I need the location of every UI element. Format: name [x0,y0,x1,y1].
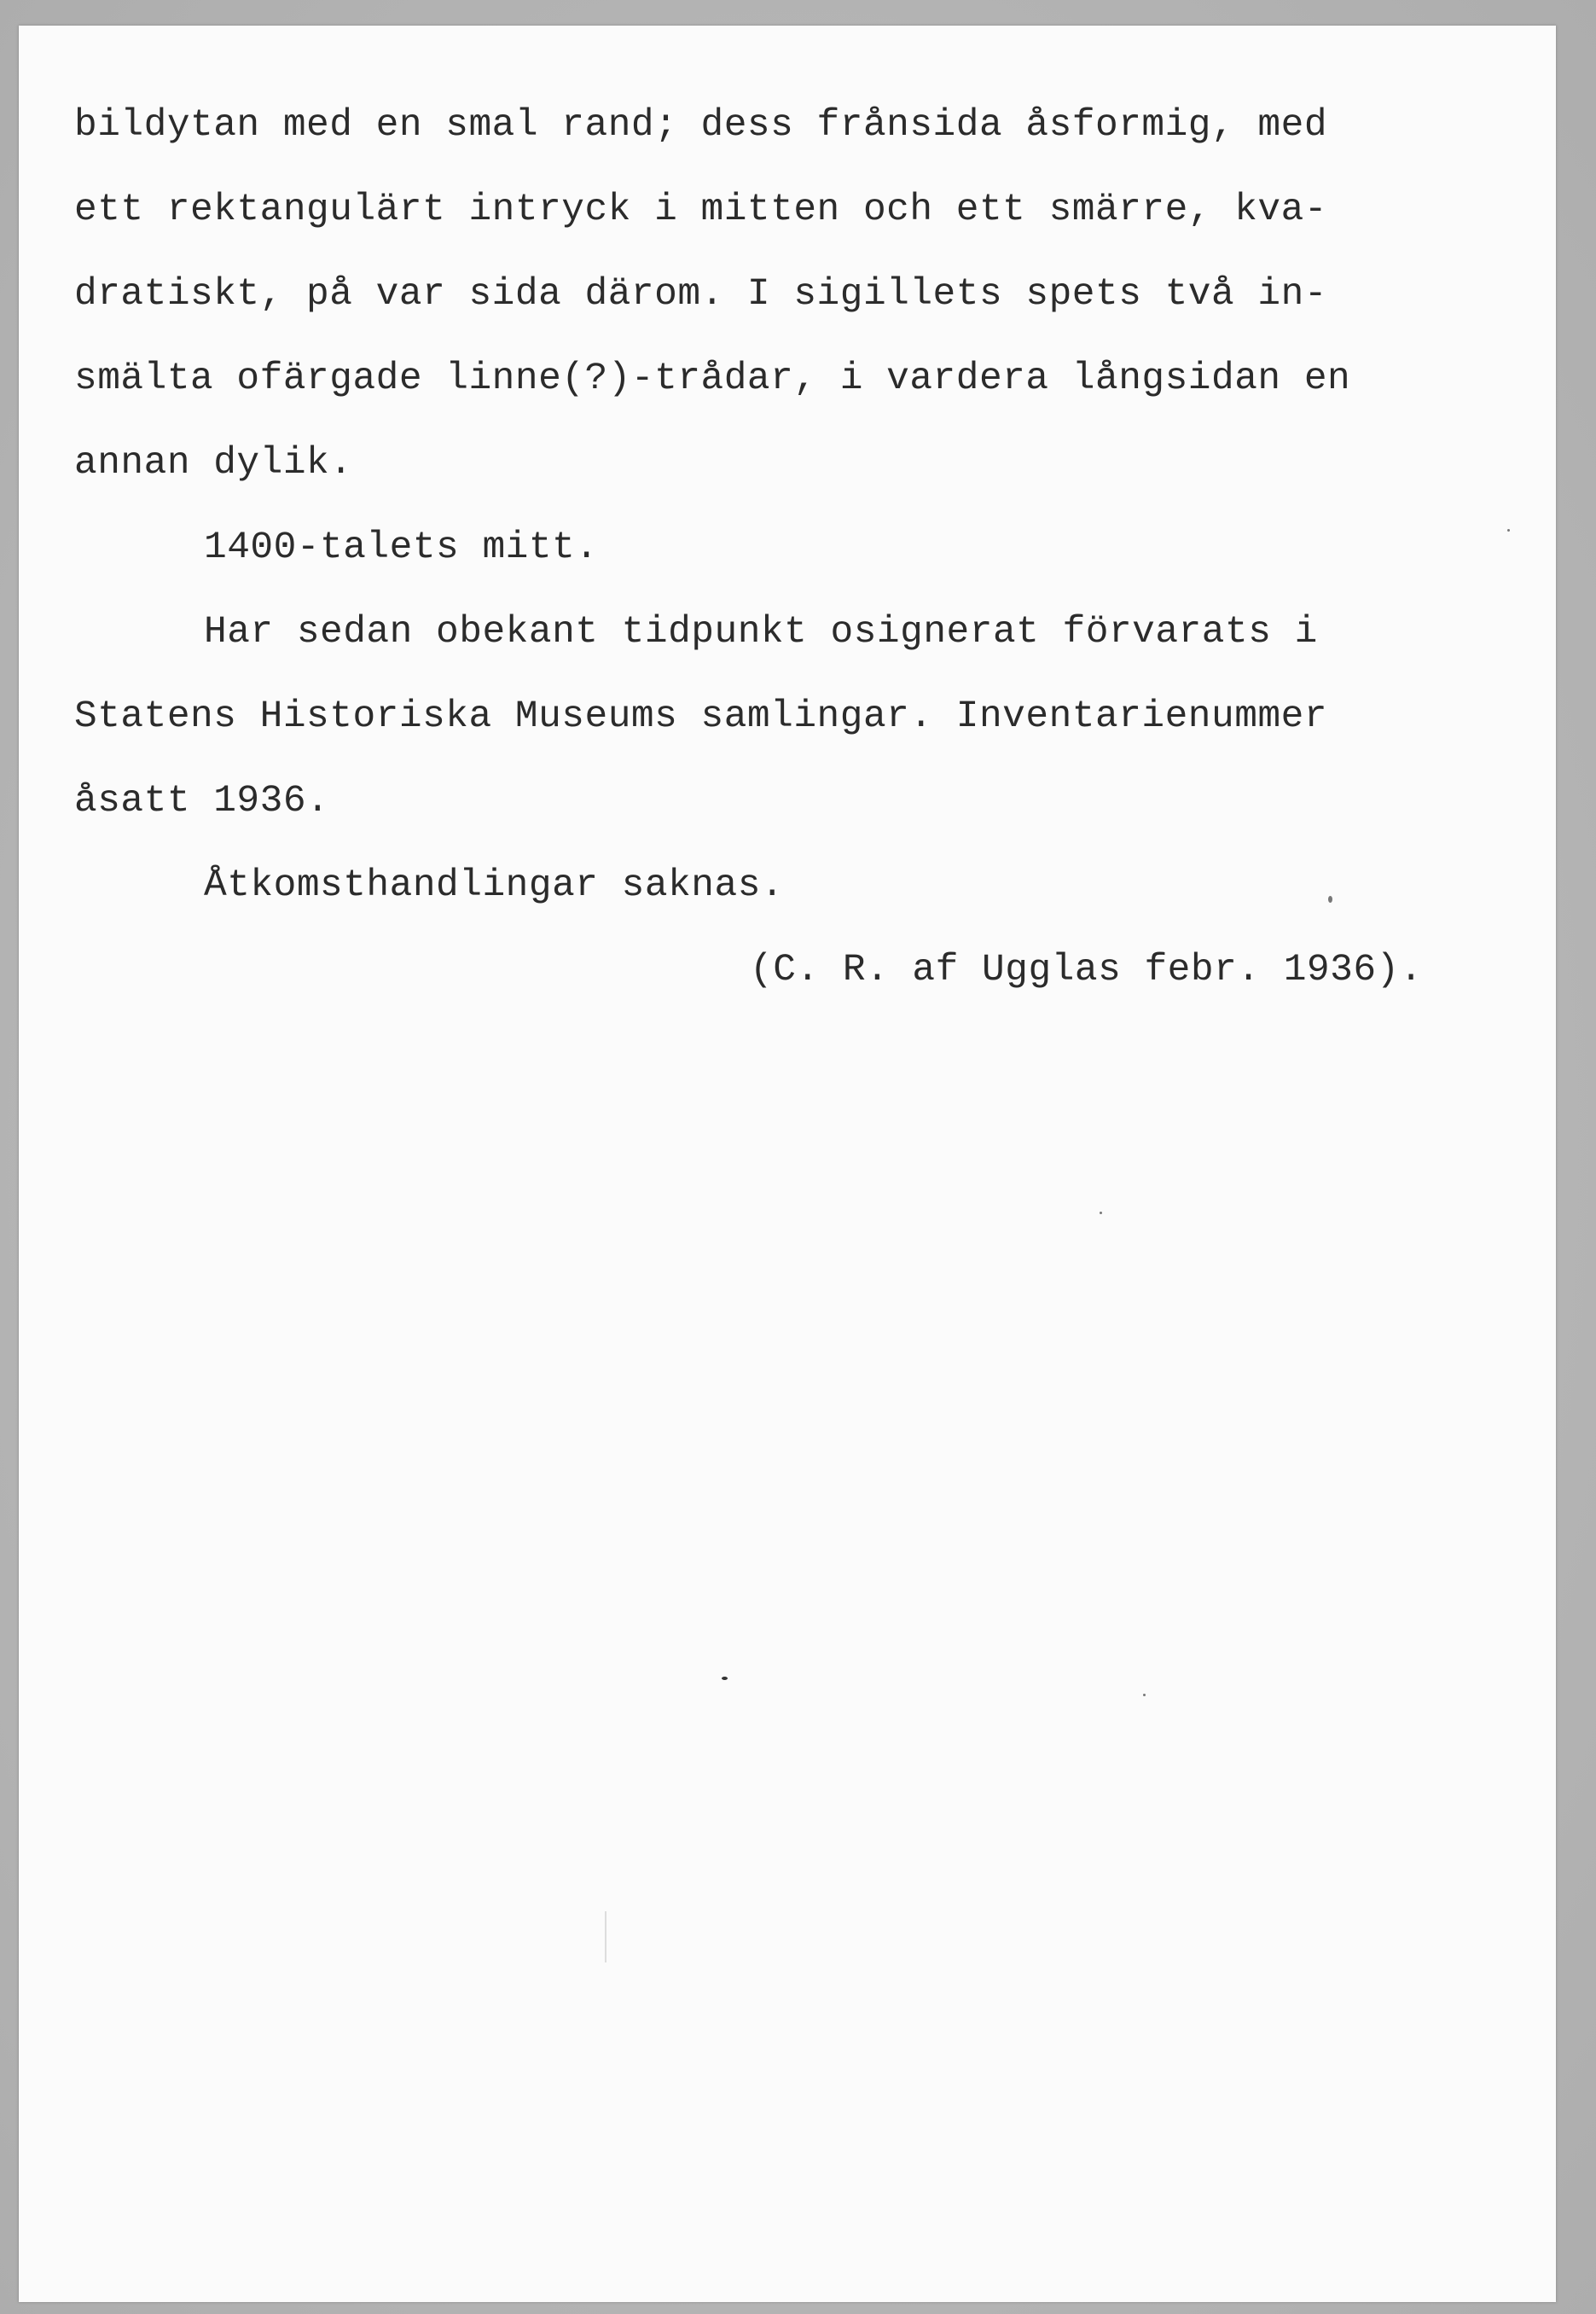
text-line: ett rektangulärt intryck i mitten och ett smärre, kva- [74,189,1328,231]
provenance-line: Har sedan obekant tidpunkt osignerat förvarats i [204,611,1318,654]
signature-line: (C. R. af Ugglas febr. 1936). [750,949,1423,991]
text-line: Statens Historiska Museums samlingar. Inventarienummer [74,695,1328,738]
dating-line: 1400-talets mitt. [204,526,599,569]
typed-text-block [74,84,1550,1013]
text-line: annan dylik. [74,442,353,485]
text-line: åsatt 1936. [74,780,330,823]
text-line: dratiskt, på var sida därom. I sigillets spets två in- [74,273,1328,316]
catalog-card [19,26,1556,2302]
text-line: bildytan med en smal rand; dess frånsida åsformig, med [74,104,1328,147]
text-line: smälta ofärgade linne(?)-trådar, i vardera långsidan en [74,358,1351,400]
acquisition-line: Åtkomsthandlingar saknas. [204,864,785,907]
